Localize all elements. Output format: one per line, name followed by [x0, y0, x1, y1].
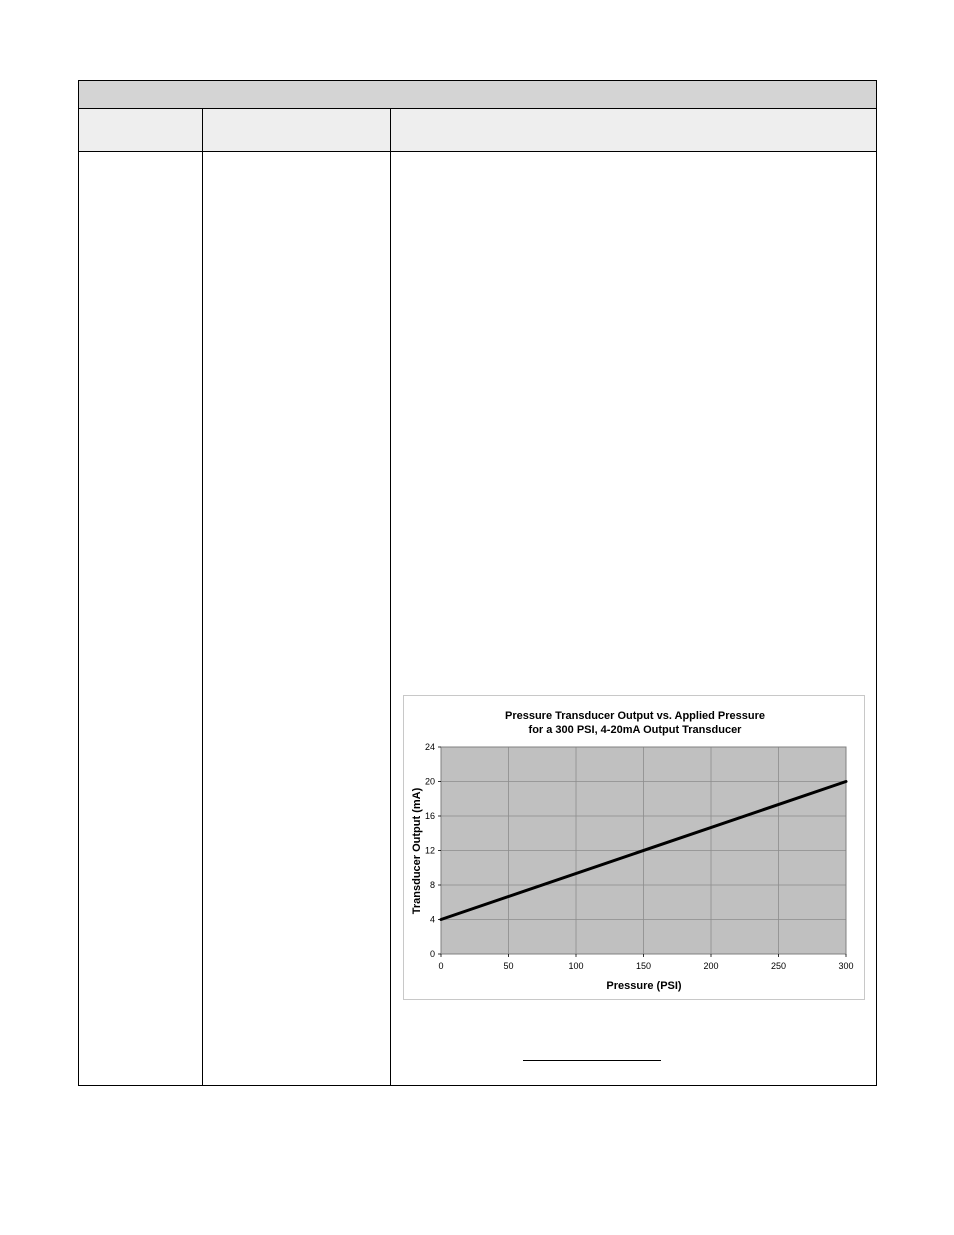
x-tick-label-50: 50 [503, 961, 514, 971]
x-tick-label-250: 250 [770, 961, 787, 971]
table-header-row [79, 109, 876, 152]
signature-line [523, 1060, 661, 1061]
y-axis-label: Transducer Output (mA) [411, 787, 423, 915]
column-divider-2 [390, 109, 391, 1085]
y-tick-label-24: 24 [424, 742, 435, 752]
chart-title-line-2: for a 300 PSI, 4-20mA Output Transducer [528, 724, 742, 736]
y-tick-label-0: 0 [429, 949, 435, 959]
y-tick-label-20: 20 [424, 776, 435, 787]
y-tick-label-16: 16 [424, 811, 435, 821]
column-divider-1 [202, 109, 203, 1085]
y-axis-ticks [425, 742, 441, 959]
table-title-row [79, 81, 876, 109]
x-axis-ticks [438, 954, 853, 971]
chart-title-line-1: Pressure Transducer Output vs. Applied Pressure [504, 710, 766, 722]
x-tick-label-0: 0 [438, 961, 444, 971]
x-tick-label-150: 150 [635, 961, 652, 971]
y-tick-label-12: 12 [424, 845, 435, 856]
chart-svg [404, 696, 864, 999]
x-tick-label-200: 200 [703, 961, 719, 971]
x-tick-label-300: 300 [838, 961, 854, 971]
pressure-chart [403, 695, 865, 1000]
x-axis-label: Pressure (PSI) [606, 980, 682, 992]
y-tick-label-8: 8 [429, 880, 435, 890]
x-tick-label-100: 100 [568, 961, 584, 971]
y-tick-label-4: 4 [429, 914, 435, 925]
